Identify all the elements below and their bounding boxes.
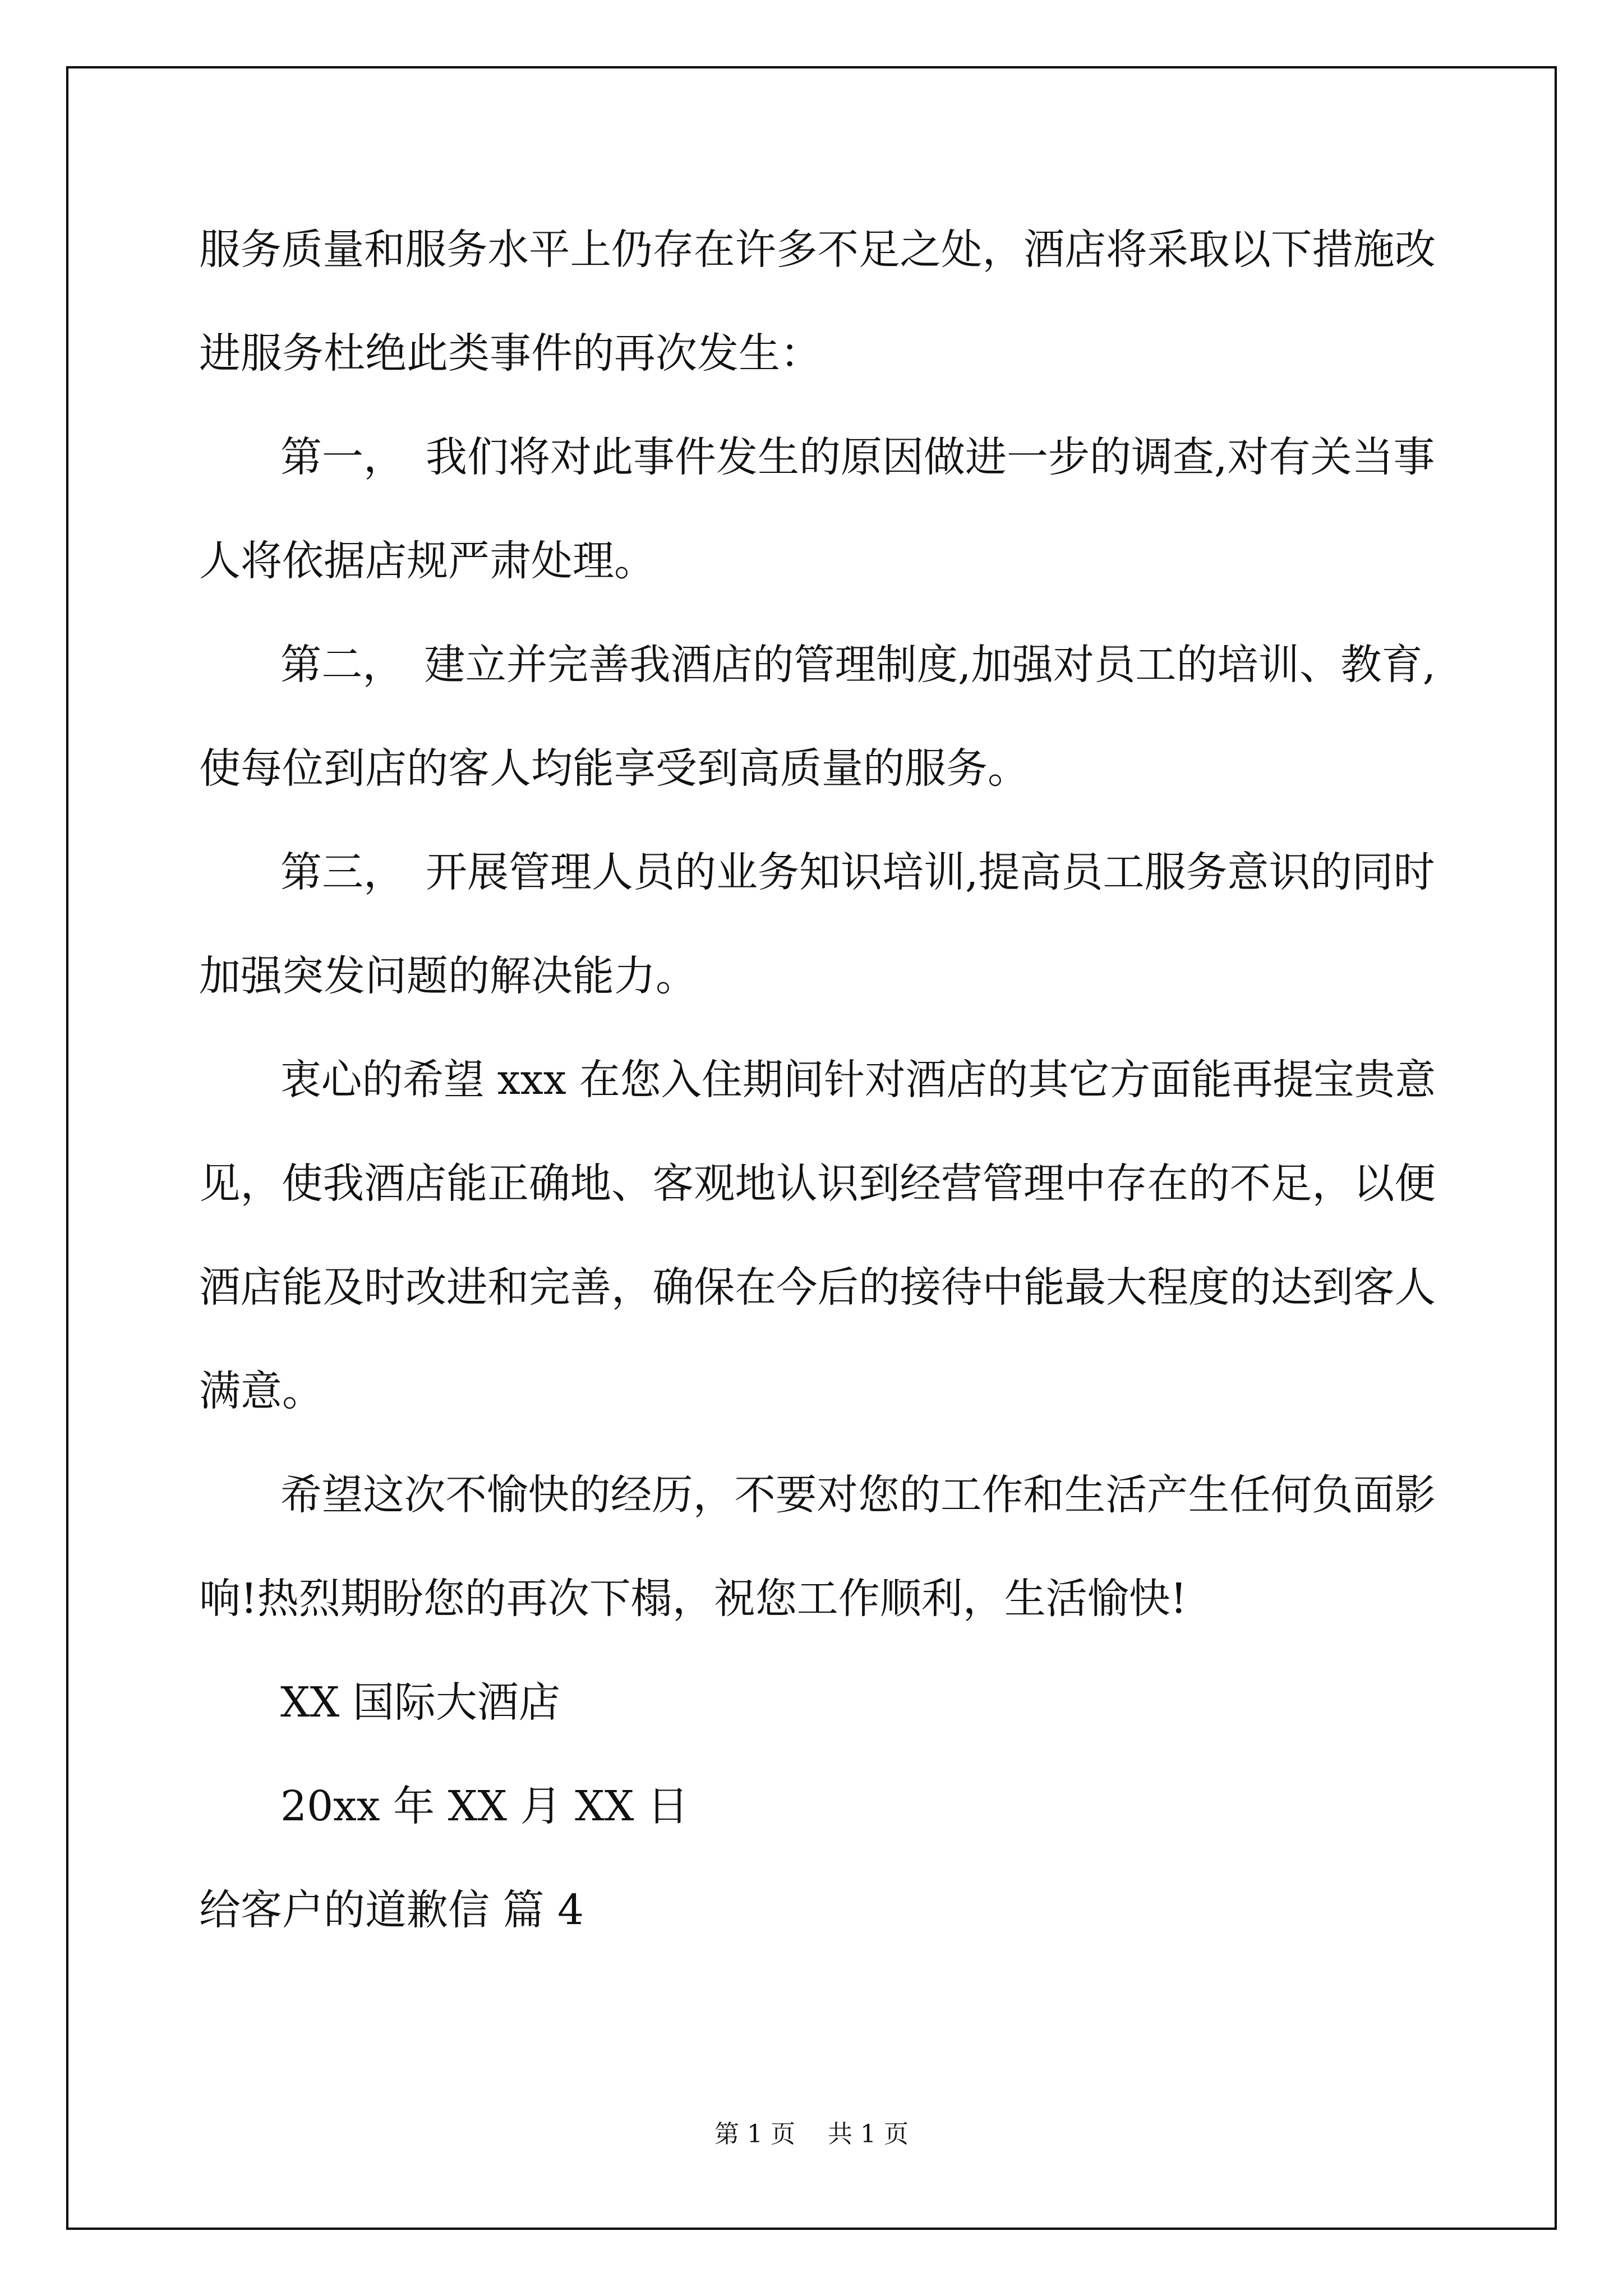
text-line-13: 希望这次不愉快的经历，不要对您的工作和生活产生任何负面影 [280, 1471, 1436, 1519]
text-line-8: 加强突发问题的解决能力。 [199, 952, 697, 1000]
text-line-14: 响!热烈期盼您的再次下榻，祝您工作顺利，生活愉快! [199, 1575, 1187, 1623]
page-footer: 第 1 页 共 1 页 [714, 2120, 909, 2148]
text-line-7: 第三， 开展管理人员的业务知识培训,提高员工服务意识的同时 [280, 848, 1435, 896]
text-line-4: 人将依据店规严肃处理。 [199, 537, 656, 585]
text-line-11: 酒店能及时改进和完善，确保在今后的接待中能最大程度的达到客人 [199, 1263, 1436, 1312]
text-line-3: 第一， 我们将对此事件发生的原因做进一步的调查,对有关当事 [280, 433, 1435, 481]
signature-date: 20xx 年 XX 月 XX 日 [280, 1782, 689, 1830]
text-line-9: 衷心的希望 xxx 在您入住期间针对酒店的其它方面能再提宝贵意 [280, 1056, 1436, 1104]
text-line-2: 进服务杜绝此类事件的再次发生： [199, 329, 822, 378]
signature-hotel-name: XX 国际大酒店 [280, 1678, 560, 1727]
text-line-10: 见，使我酒店能正确地、客观地认识到经营管理中存在的不足，以便 [199, 1159, 1436, 1208]
text-line-12: 满意。 [199, 1367, 324, 1415]
text-line-1: 服务质量和服务水平上仍存在许多不足之处，酒店将采取以下措施改 [199, 226, 1436, 274]
text-line-5: 第二， 建立并完善我酒店的管理制度,加强对员工的培训、教育, [280, 641, 1436, 689]
text-line-6: 使每位到店的客人均能享受到高质量的服务。 [199, 744, 1029, 793]
section-heading: 给客户的道歉信 篇 4 [199, 1886, 584, 1934]
